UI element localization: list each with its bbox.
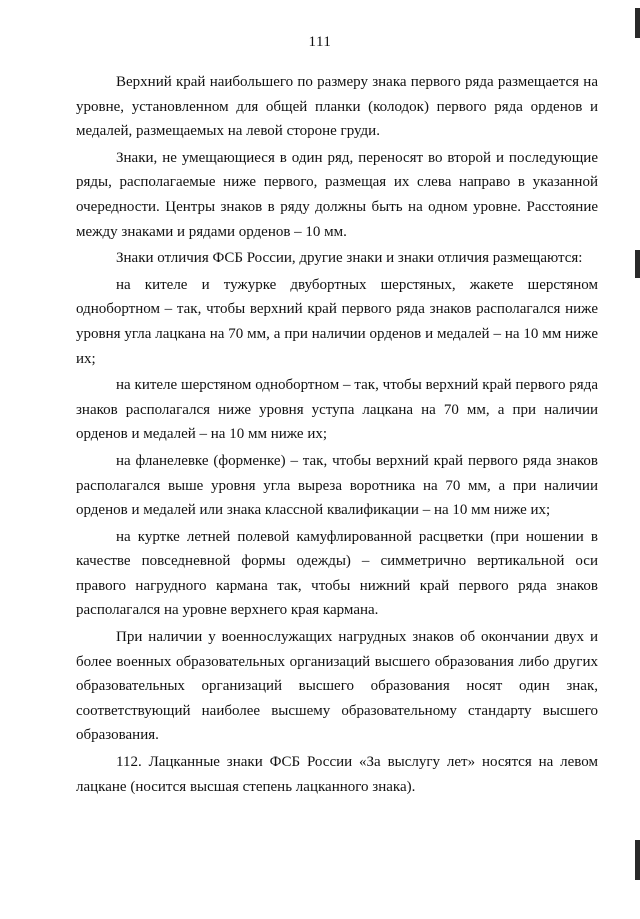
paragraph-3: Знаки отличия ФСБ России, другие знаки и знаки отличия размещаются: xyxy=(116,250,583,267)
paragraph-7: на куртке летней полевой камуфлированной расцветки (при ношении в качестве повседневной формы одежды) – симметрично вертикальной оси правого нагрудного кармана так, чтобы нижний край первого ряда знаков располагался на уровне верхнего края кармана. xyxy=(76,528,598,619)
paragraph-2: Знаки, не умещающиеся в один ряд, переносят во второй и последующие ряды, располагаемые ниже первого, размещая их слева направо в указанной очередности. Центры знаков в ряду должны быть на одном уровне. Расстояние между знаками и рядами орденов – 10 мм. xyxy=(76,149,598,240)
scan-edge-mark-bottom xyxy=(635,840,640,880)
paragraph-9: 112. Лацканные знаки ФСБ России «За выслугу лет» носятся на левом лацкане (носится высшая степень лацканного знака). xyxy=(76,754,598,795)
scan-edge-mark-top xyxy=(635,8,640,38)
page-number: 111 xyxy=(308,34,332,50)
paragraph-1: Верхний край наибольшего по размеру знака первого ряда размещается на уровне, установленном для общей планки (колодок) первого ряда орденов и медалей, размещаемых на левой стороне груди. xyxy=(76,74,598,140)
paragraph-5: на кителе шерстяном однобортном – так, чтобы верхний край первого ряда знаков располагался ниже уровня уступа лацкана на 70 мм, а при наличии орденов и медалей – на 10 мм ниже их; xyxy=(76,377,598,443)
paragraph-6: на фланелевке (форменке) – так, чтобы верхний край первого ряда знаков располагался выше уровня угла выреза воротника на 70 мм, а при наличии орденов и медалей или знака классной квалификации – на 10 мм ниже их; xyxy=(76,452,598,519)
scan-edge-mark-middle xyxy=(635,250,640,278)
paragraph-8: При наличии у военнослужащих нагрудных знаков об окончании двух и более военных образовательных организаций высшего образования либо других образовательных организаций высшего образования носят один знак, соответствующий наиболее высшему образовательному стандарту высшего образования. xyxy=(76,629,598,744)
paragraph-4: на кителе и тужурке двубортных шерстяных, жакете шерстяном однобортном – так, чтобы верхний край первого ряда знаков располагался ниже уровня угла лацкана на 70 мм, а при наличии орденов и медалей – на 10 мм ниже их; xyxy=(76,276,598,367)
body-text xyxy=(76,70,598,801)
